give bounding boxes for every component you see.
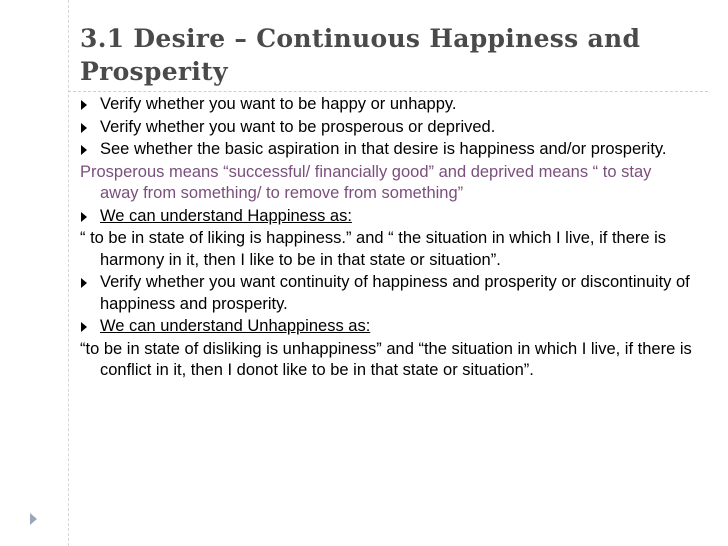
triangle-bullet-icon [81,322,87,332]
bullet-item [80,117,692,139]
slide-body [80,94,692,383]
bullet-text: Verify whether you want continuity of happiness and prosperity or discontinuity of happiness and prosperity. [100,273,690,313]
triangle-bullet-icon [81,278,87,288]
triangle-bullet-icon [81,123,87,133]
section-heading-happiness: We can understand Happiness as: [100,206,352,225]
bullet-item [80,94,692,116]
bullet-item [80,139,692,161]
slide-title: 3.1 Desire – Continuous Happiness and Prosperity [80,24,641,86]
bullet-text: Verify whether you want to be prosperous or deprived. [100,117,496,136]
unhappiness-definition: “to be in state of disliking is unhappiness” and “the situation in which I live, if there is conflict in it, then I donot like to be in that state or situation”. [80,339,692,379]
title-underline [68,91,708,92]
bullet-item [80,272,692,315]
bullet-text: See whether the basic aspiration in that desire is happiness and/or prosperity. [100,140,667,158]
left-guide-line [68,0,69,546]
definition-paragraph: Prosperous means “successful/ financially good” and deprived means “ to stay away from something/ to remove from something” [80,162,652,202]
bullet-item [80,206,692,228]
section-heading-unhappiness: We can understand Unhappiness as: [100,317,371,335]
happiness-definition: “ to be in state of liking is happiness.” and “ the situation in which I live, if there is harmony in it, then I like to be in that state or situation”. [80,229,667,269]
bullet-text: Verify whether you want to be happy or unhappy. [100,95,457,113]
next-slide-arrow-icon[interactable] [30,513,37,525]
triangle-bullet-icon [81,145,87,155]
triangle-bullet-icon [81,100,87,110]
triangle-bullet-icon [81,212,87,222]
bullet-item [80,316,692,338]
